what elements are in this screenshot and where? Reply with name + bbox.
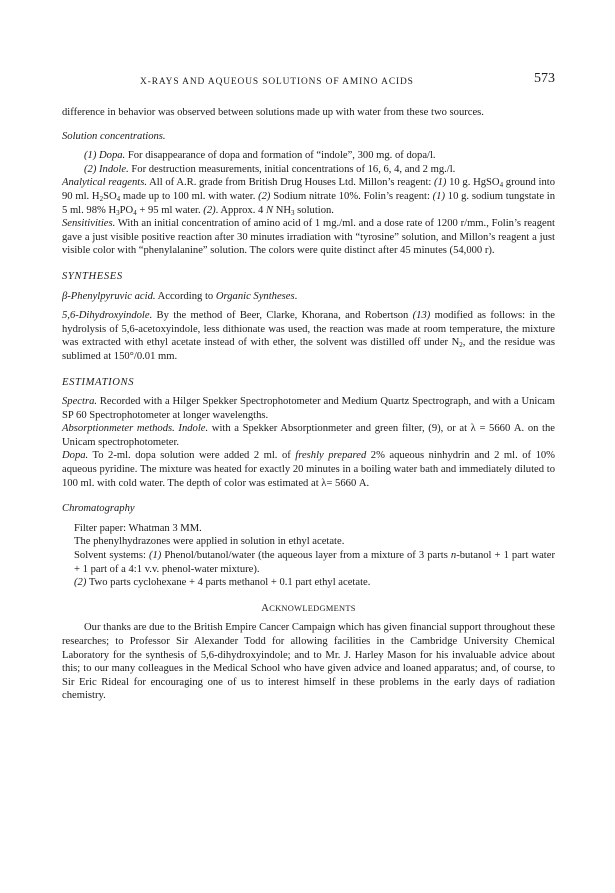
subscript: 4 — [133, 208, 137, 217]
paragraph-label: Dopa. — [62, 450, 89, 462]
solution-item-indole — [62, 163, 555, 177]
item-number: (2) — [84, 163, 97, 175]
text-run: 10 g. sodium tungstate in 5 ml. 98% H — [62, 190, 556, 216]
subscript: 2 — [459, 341, 463, 350]
analytical-reagents-paragraph — [62, 176, 555, 217]
heading-small-caps: CKNOWLEDGMENTS — [269, 603, 356, 613]
dopa-estimation-paragraph — [62, 449, 555, 490]
text-run: -butanol + 1 part water + 1 part of a 4:1 v.v. phenol-water mixture). — [74, 550, 555, 575]
text-run: Sodium nitrate 10%. Folin’s reagent: — [270, 190, 433, 202]
paragraph-text: Recorded with a Hilger Spekker Spectrophotometer and Medium Quartz Spectrograph, and with a Unicam SP 60 Spectrophotometer at longer wavelengths. — [62, 396, 555, 421]
phenylpyruvic-acid-paragraph — [62, 290, 555, 304]
text-run: All of A.R. grade from British Drug Houses Ltd. Millon’s reagent: — [147, 177, 435, 189]
item-number: (1) — [432, 190, 446, 202]
text-run: , and the residue was sublimed at 150°/0.01 mm. — [62, 337, 555, 362]
paragraph-label: β-Phenylpyruvic acid. — [62, 290, 156, 302]
text-run: + 95 ml water. — [136, 204, 204, 216]
subscript: 3 — [116, 208, 120, 217]
item-number: (2) — [203, 204, 216, 216]
item-label: Dopa. — [99, 150, 126, 162]
text-run: 2% aqueous ninhydrin and 2 ml. of 10% aqueous pyridine. The mixture was heated for exactly 20 minutes in a boiling water bath and immediately diluted to 100 ml. with cold water. The depth of color was estimated at λ= 5660 A. — [62, 450, 555, 489]
dihydroxyindole-paragraph — [62, 309, 555, 363]
text-run: . Approx. 4 — [215, 204, 266, 216]
paragraph-text: With an initial concentration of amino acid of 1 mg./ml. and a dose rate of 1200 r/mm., Folin’s reagent gave a just visible positive reaction after 30 minutes irradiation with “tyrosine” solution, and Millon’s reagent a just visible color with “phenylalanine” solution. The colors were quite distinct after 45 minutes (54,000 r). — [62, 218, 555, 257]
text-run: made up to 100 ml. with water. — [120, 190, 259, 202]
paragraph-label: 5,6-Dihydroxyindole. — [62, 310, 153, 322]
acknowledgments-heading — [62, 602, 555, 616]
text-run: By the method of Beer, Clarke, Khorana, and Robertson — [152, 310, 413, 322]
page-number: 573 — [534, 71, 555, 86]
page-body — [62, 106, 555, 703]
subscript: 4 — [116, 194, 121, 203]
text-run: PO — [119, 204, 134, 216]
item-number: (2) — [258, 190, 271, 202]
text-run: Solvent systems: — [74, 550, 149, 562]
item-number: (1) — [84, 150, 97, 162]
text-run: Phenol/butanol/water (the aqueous layer from a mixture of 3 parts — [161, 550, 451, 562]
subscript: 3 — [291, 208, 295, 217]
running-header — [62, 72, 555, 90]
chromatography-application: The phenylhydrazones were applied in solution in ethyl acetate. — [74, 536, 345, 548]
text-run: 10 g. HgSO — [446, 177, 500, 189]
section-heading-syntheses: SYNTHESES — [62, 270, 123, 282]
paragraph-label: Spectra. — [62, 396, 98, 408]
text-run: solution. — [294, 204, 334, 216]
text-run: modified as follows: in the hydrolysis of 5,6-acetoxyindole, less dithionate was used, the reaction was made at room temperature, the mixture was extracted with ethyl acetate instead of with ether, the solvent was distilled off under N — [62, 310, 555, 349]
chromatography-heading: Chromatography — [62, 503, 135, 515]
text-run: SO — [103, 190, 117, 202]
item-text: For disappearance of dopa and formation of “indole”, 300 mg. of dopa/l. — [125, 150, 436, 162]
item-label: Indole. — [99, 163, 129, 175]
chromatography-filter-paper: Filter paper: Whatman 3 MM. — [74, 522, 202, 534]
sensitivities-paragraph — [62, 217, 555, 258]
text-run: . — [294, 290, 298, 302]
text-run: Two parts cyclohexane + 4 parts methanol + 0.1 part ethyl acetate. — [86, 577, 371, 589]
intro-paragraph: difference in behavior was observed between solutions made up with water from these two sources. — [62, 107, 484, 118]
running-title: X-RAYS AND AQUEOUS SOLUTIONS OF AMINO ACIDS — [140, 77, 414, 87]
text-run: According to — [155, 290, 216, 302]
paragraph-label: Absorptionmeter methods. Indole. — [62, 423, 209, 435]
chromatography-solvent-1 — [62, 549, 555, 576]
paragraph-label: Analytical reagents. — [62, 177, 147, 189]
item-text: For destruction measurements, initial concentrations of 16, 6, 4, and 2 mg./l. — [128, 163, 456, 175]
acknowledgments-paragraph: Our thanks are due to the British Empire Cancer Campaign which has given financial support throughout these researches; to Professor Sir Alexander Todd for allowing facilities in the Cambridge University Chemical Laboratory for the synthesis of 5,6-dihydroxyindole; and to Mr. J. Harley Mason for his invaluable advice about this; to our many colleagues in the Medical School who have given advice and loaned apparatus; and, of course, to Sir Eric Rideal for encouraging one of us to interest himself in these problems in the early days of radiation chemistry. — [62, 622, 555, 702]
spectra-paragraph — [62, 395, 555, 422]
item-number: (2) — [74, 577, 87, 589]
item-number: (1) — [434, 177, 447, 189]
subscript: 2 — [99, 194, 104, 203]
italic-symbol: N — [265, 204, 274, 216]
italic-symbol: n — [450, 550, 457, 562]
item-number: (1) — [148, 550, 162, 562]
book-title: Organic Syntheses — [215, 290, 295, 302]
subscript: 4 — [499, 181, 504, 190]
solution-item-dopa — [62, 149, 555, 163]
paragraph-text: with a Spekker Absorptionmeter and green filter, (9), or at λ = 5660 A. on the Unicam spectrophotometer. — [62, 423, 555, 448]
text-run: To 2-ml. dopa solution were added 2 ml. of — [88, 450, 296, 462]
absorptionmeter-paragraph — [62, 422, 555, 449]
text-run: NH — [273, 204, 292, 216]
paragraph-label: Sensitivities. — [62, 218, 116, 230]
solution-concentrations-heading: Solution concentrations. — [62, 130, 166, 142]
section-heading-estimations: ESTIMATIONS — [62, 376, 135, 388]
heading-initial: A — [261, 602, 270, 614]
reference-number: (13) — [412, 310, 431, 322]
chromatography-solvent-2 — [62, 576, 555, 590]
emphasis-text: freshly prepared — [295, 450, 367, 462]
text-run: ground into 90 ml. H — [62, 177, 555, 202]
